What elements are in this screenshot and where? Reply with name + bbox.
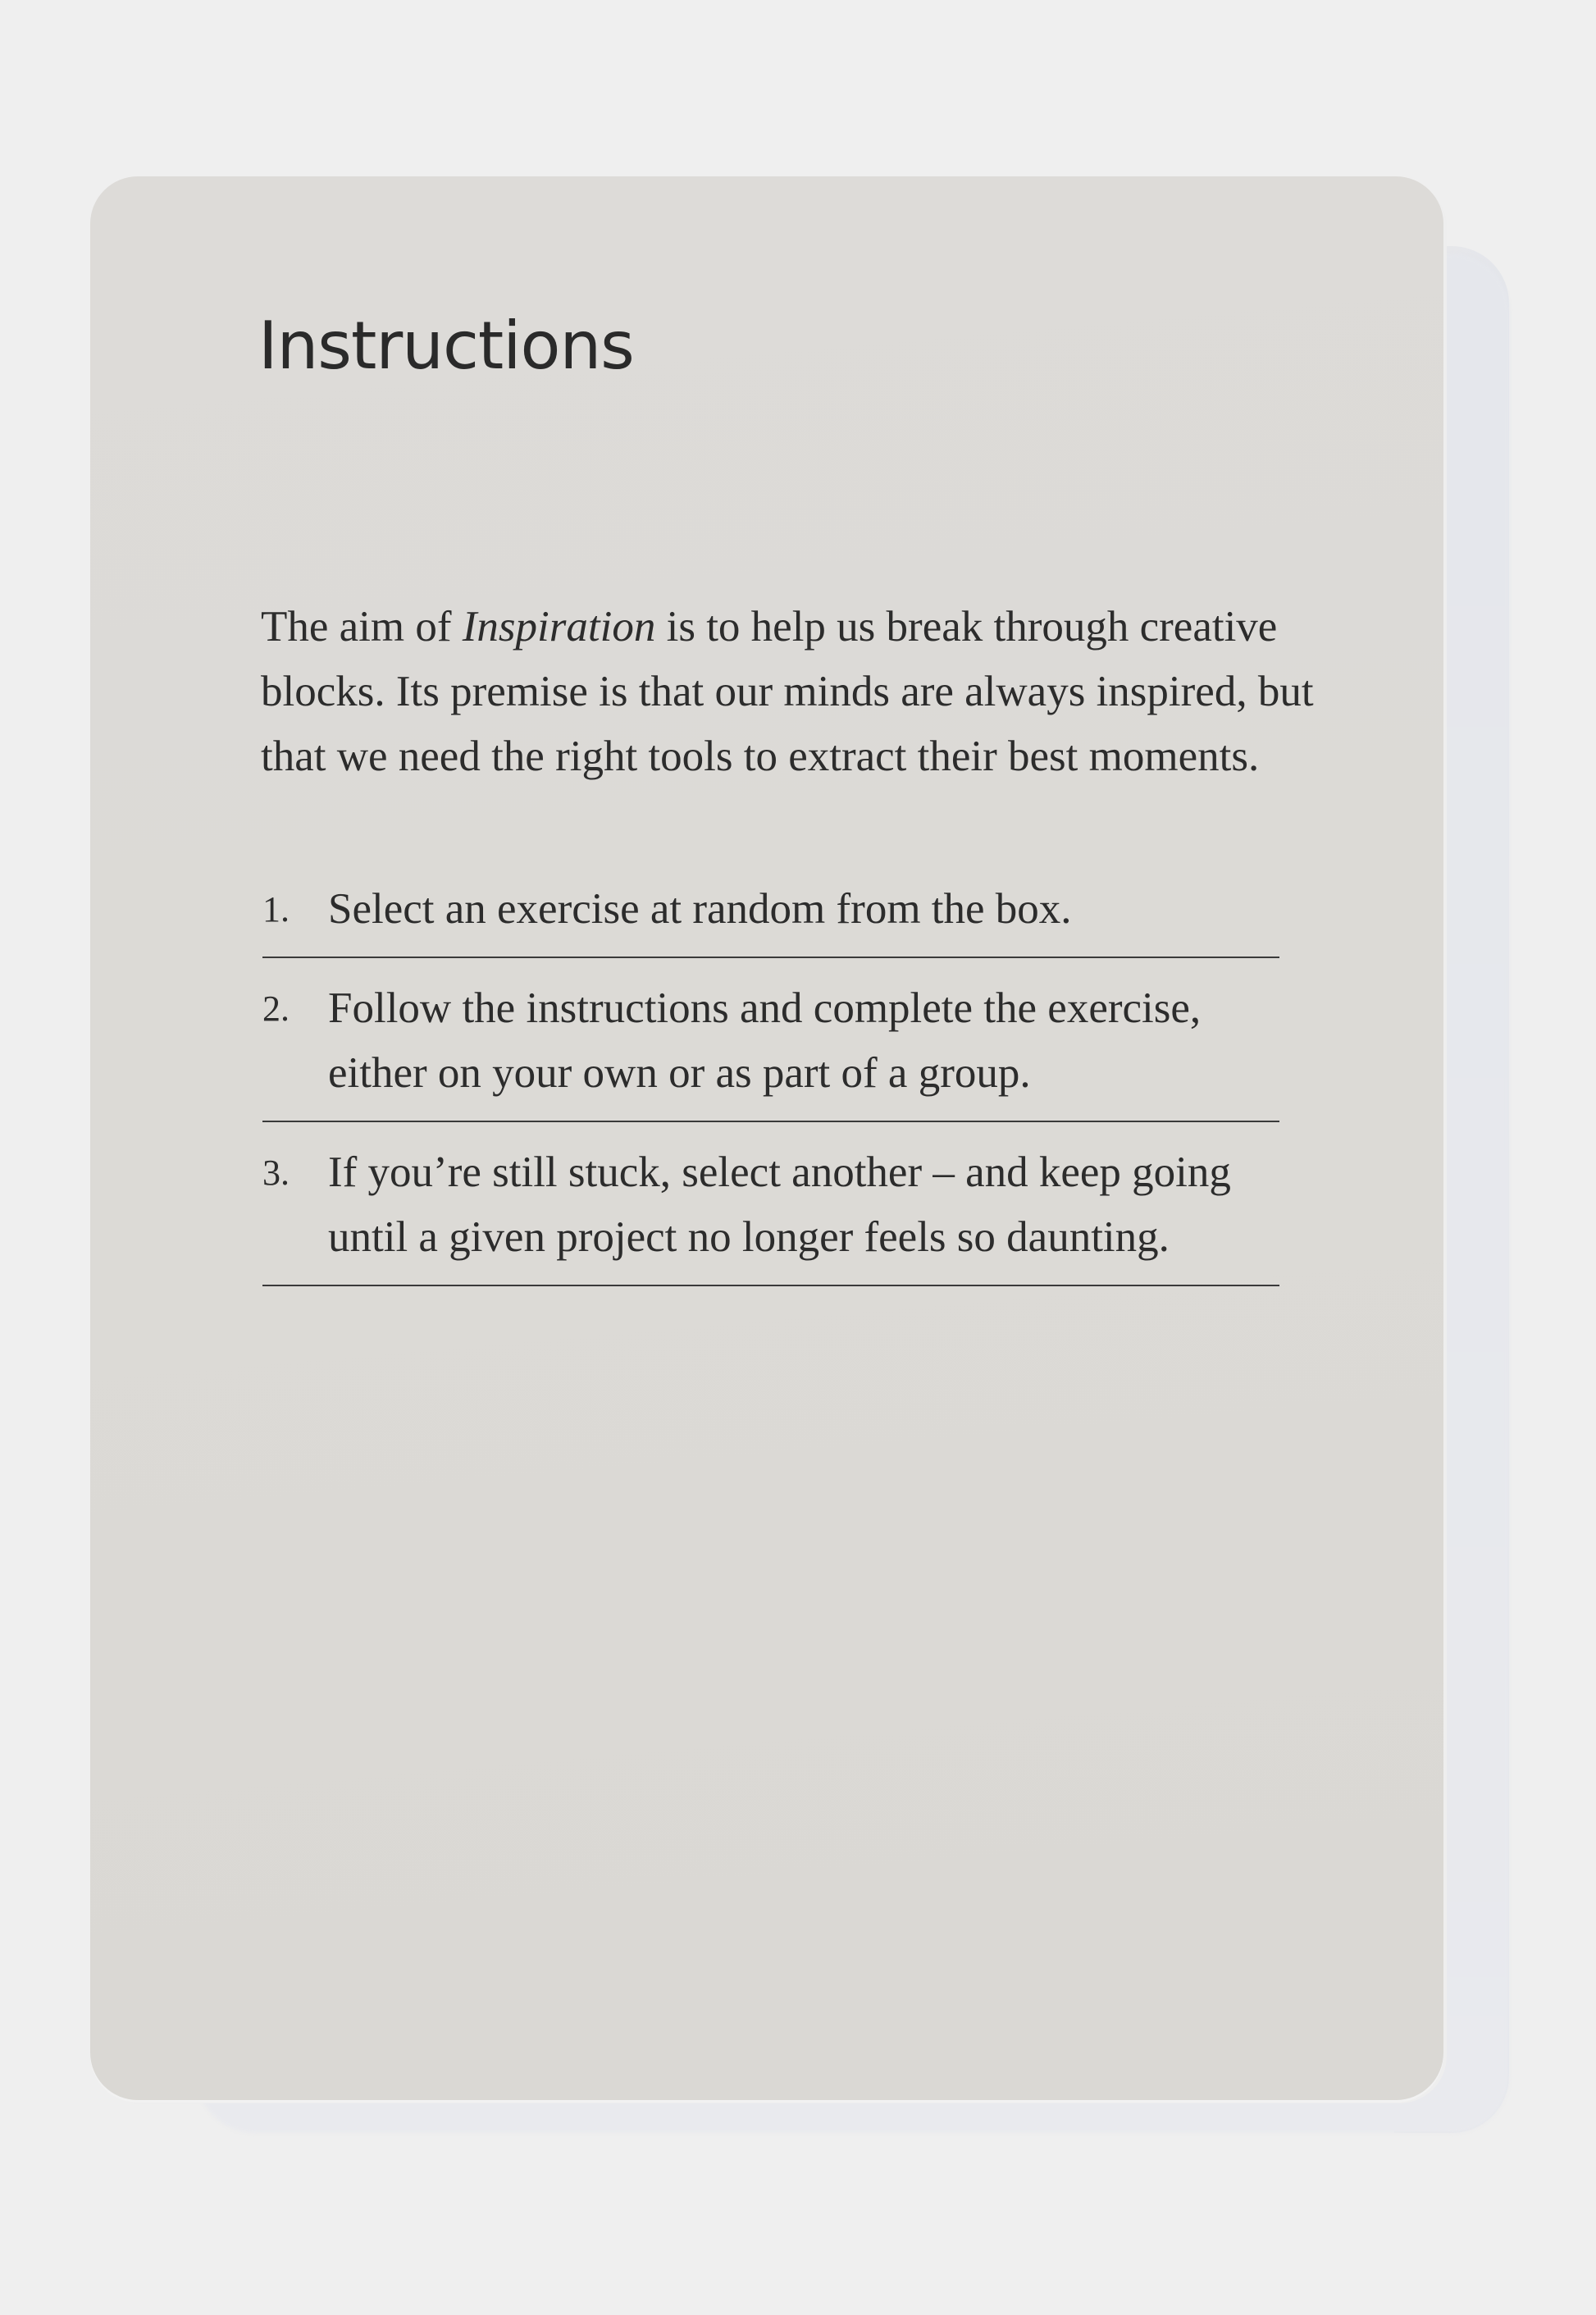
step-number: 2. bbox=[262, 989, 290, 1029]
card-title: Instructions bbox=[258, 308, 634, 384]
intro-paragraph bbox=[261, 595, 1327, 789]
step-item bbox=[262, 958, 1279, 1122]
step-text: Select an exercise at random from the box. bbox=[328, 885, 1072, 933]
instruction-card bbox=[90, 176, 1443, 2100]
intro-text-start: The aim of bbox=[261, 603, 463, 651]
step-number: 3. bbox=[262, 1153, 290, 1193]
step-text: Follow the instructions and complete the exercise, either on your own or as part of a group. bbox=[328, 984, 1202, 1097]
step-text: If you’re still stuck, select another – and keep going until a given project no longer feels so daunting. bbox=[328, 1148, 1231, 1261]
step-item bbox=[262, 874, 1279, 958]
intro-emphasis: Inspiration bbox=[462, 603, 656, 651]
step-number: 1. bbox=[262, 889, 290, 929]
step-item bbox=[262, 1122, 1279, 1286]
steps-list bbox=[262, 874, 1279, 1286]
intro-text-end: is to help us break through creative blocks. Its premise is that our minds are always inspired, but that we need the right tools to extract their best moments. bbox=[261, 603, 1314, 780]
